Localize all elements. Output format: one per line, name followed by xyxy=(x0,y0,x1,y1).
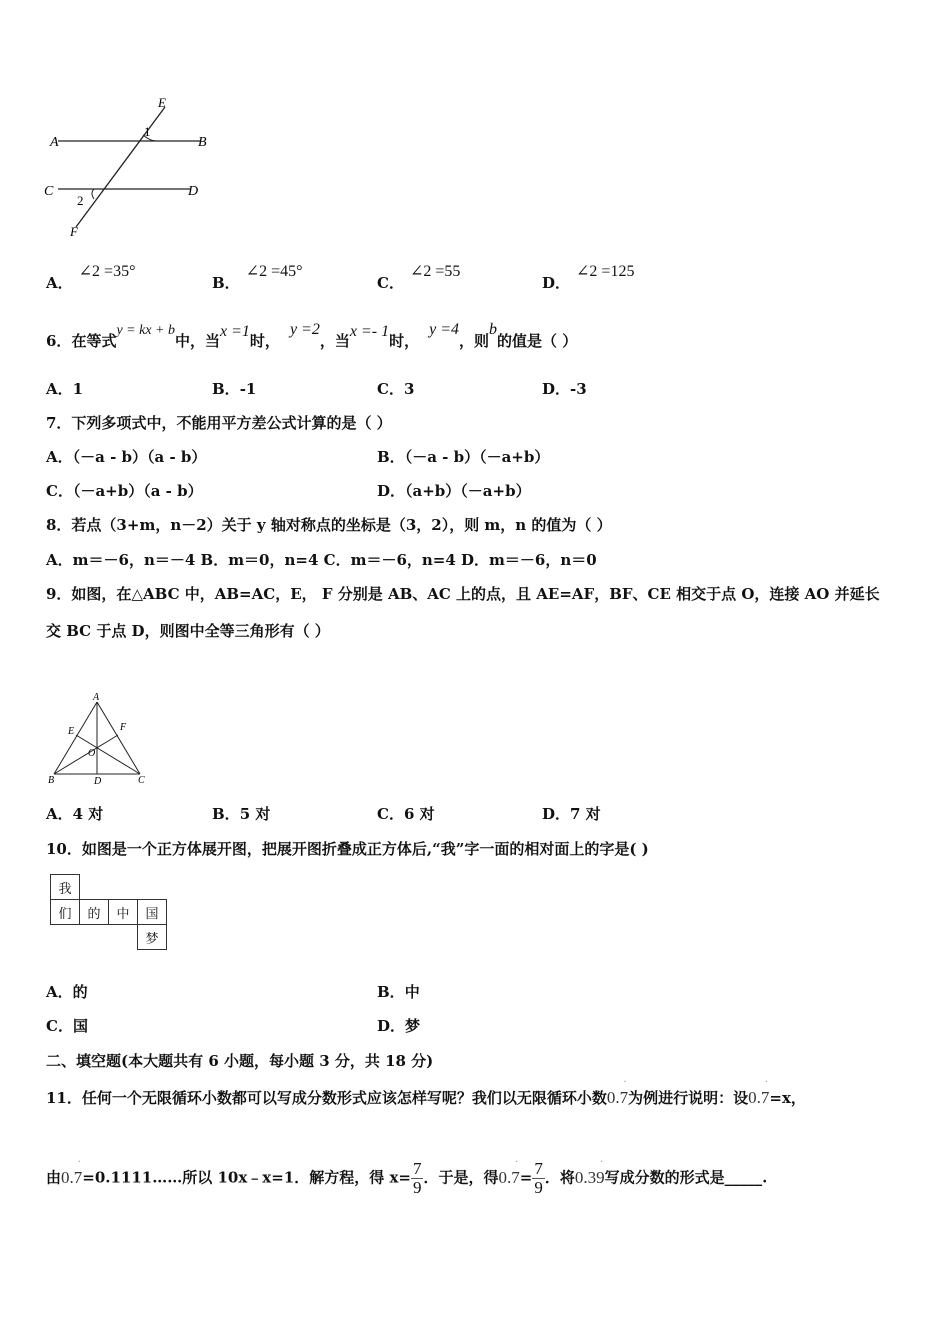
q6-stem: 6．在等式y = kx + b中，当x =1时，y =2，当x =- 1时，y =4，则b的值是（ ） xyxy=(46,321,578,350)
q6-option-b[interactable]: B．-1 xyxy=(212,380,257,398)
triangle-figure xyxy=(44,690,154,790)
repeating-decimal: 0.7 · xyxy=(748,1088,769,1108)
svg-text:C: C xyxy=(138,775,145,786)
net-cell: 的 xyxy=(80,900,109,925)
q10-option-d[interactable]: D．梦 xyxy=(377,1017,421,1035)
repeating-decimal: 0.39 · xyxy=(575,1168,605,1188)
svg-text:A: A xyxy=(93,692,100,703)
svg-text:F: F xyxy=(120,722,127,733)
q9-option-b[interactable]: B．5 对 xyxy=(212,805,271,823)
q8-options[interactable]: A．m＝－6，n＝－4 B．m＝0，n=4 C．m＝－6，n=4 D．m＝－6，n＝0 xyxy=(46,551,597,569)
line-EF xyxy=(76,107,165,227)
q7-option-d[interactable]: D．（a+b）（－a+b） xyxy=(377,482,531,500)
q5-option-a[interactable]: A．∠2 =35° xyxy=(46,263,136,292)
q9-stem-line2: 交 BC 于点 D，则图中全等三角形有（ ） xyxy=(46,622,330,640)
q6-option-a[interactable]: A．1 xyxy=(46,380,84,398)
repeating-decimal: 0.7 · xyxy=(61,1168,82,1188)
fraction: $\frac{7}{9}$ xyxy=(412,1159,422,1197)
q7-stem: 7．下列多项式中，不能用平方差公式计算的是（ ） xyxy=(46,414,392,432)
q5-option-d[interactable]: D．∠2 =125 xyxy=(542,263,635,292)
q7-option-b[interactable]: B．（－a - b）（－a+b） xyxy=(377,448,550,466)
q9-option-c[interactable]: C．6 对 xyxy=(377,805,435,823)
q7-option-a[interactable]: A．（－a - b）（a - b） xyxy=(46,448,207,466)
label-B: B xyxy=(198,135,207,150)
svg-text:O: O xyxy=(88,748,96,759)
q11-line2: 由0.7 ·=0.1111……所以 10x﹣x=1．解方程，得 x= $\frac{7}{9}$ ．于是，得0.7 ·= $\frac{7}{9}$ ．将0.39 ·写成分数的形式是_____. xyxy=(46,1160,767,1197)
net-cell: 中 xyxy=(109,900,138,925)
fraction: $\frac{7}{9}$ xyxy=(534,1159,543,1197)
svg-text:E: E xyxy=(68,726,75,737)
q6-option-c[interactable]: C．3 xyxy=(377,380,415,398)
q6-option-d[interactable]: D．-3 xyxy=(542,380,587,398)
q7-option-c[interactable]: C．（－a+b）（a - b） xyxy=(46,482,203,500)
net-cell: 国 xyxy=(138,900,167,925)
q9-option-d[interactable]: D．7 对 xyxy=(542,805,601,823)
label-F: F xyxy=(70,224,78,239)
repeating-decimal: 0.7 · xyxy=(498,1168,519,1188)
svg-text:B: B xyxy=(48,775,55,786)
section-heading: 二、填空题(本大题共有 6 小题，每小题 3 分，共 18 分) xyxy=(46,1052,434,1070)
q9-stem-line1: 9．如图，在△ABC 中，AB=AC，E， F 分别是 AB、AC 上的点，且 AE=AF，BF、CE 相交于点 O，连接 AO 并延长 xyxy=(46,585,880,603)
q10-option-b[interactable]: B．中 xyxy=(377,983,420,1001)
label-D: D xyxy=(188,184,199,199)
q5-option-b[interactable]: B．∠2 =45° xyxy=(212,263,303,292)
label-A: A xyxy=(50,135,59,150)
q11-line1: 11．任何一个无限循环小数都可以写成分数形式应该怎样写呢？我们以无限循环小数0.7 ·为例进行说明：设0.7 ·=x， xyxy=(46,1087,806,1108)
answer-blank[interactable]: _____ xyxy=(724,1168,763,1187)
label-E: E xyxy=(158,95,166,110)
repeating-decimal: 0.7 · xyxy=(607,1088,628,1108)
q10-option-a[interactable]: A．的 xyxy=(46,983,88,1001)
label-2: 2 xyxy=(77,193,84,208)
q9-option-a[interactable]: A．4 对 xyxy=(46,805,104,823)
q10-stem: 10．如图是一个正方体展开图，把展开图折叠成正方体后,“我”字一面的相对面上的字是( ) xyxy=(46,840,649,858)
net-cell: 们 xyxy=(51,900,80,925)
q10-option-c[interactable]: C．国 xyxy=(46,1017,88,1035)
label-1: 1 xyxy=(144,124,151,139)
net-cell-bottom: 梦 xyxy=(138,925,167,950)
parallel-lines-figure xyxy=(40,95,220,245)
label-C: C xyxy=(44,184,54,199)
q5-option-c[interactable]: C．∠2 =55 xyxy=(377,263,461,292)
cube-net xyxy=(50,874,167,950)
q8-stem: 8．若点（3+m，n－2）关于 y 轴对称点的坐标是（3，2），则 m，n 的值为（ ） xyxy=(46,516,612,534)
net-cell-top: 我 xyxy=(51,875,80,900)
svg-text:D: D xyxy=(94,776,102,787)
